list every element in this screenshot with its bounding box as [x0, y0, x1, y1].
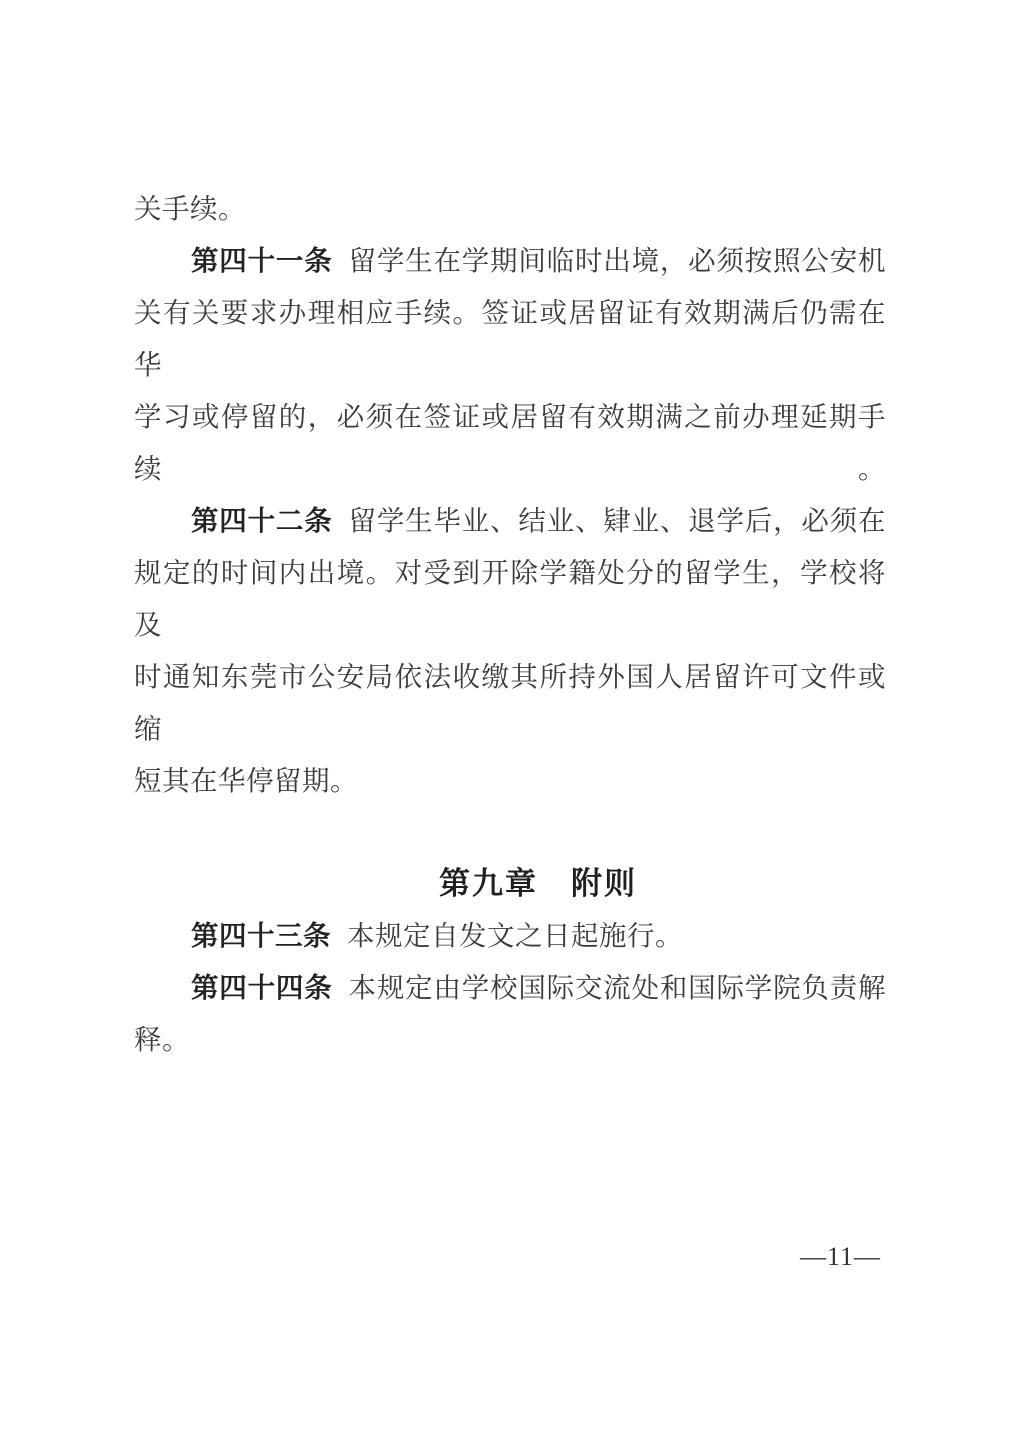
article-43-number: 第四十三条 — [191, 920, 331, 951]
article-42-opening-line — [134, 495, 886, 547]
article-42-number: 第四十二条 — [191, 505, 333, 536]
chapter-9-heading: 第九章 附则 — [439, 866, 637, 901]
page-number: —11— — [800, 1242, 882, 1271]
article-41-number: 第四十一条 — [191, 245, 333, 276]
article-42-text: 留学生毕业、结业、肄业、退学后，必须在 — [348, 505, 887, 536]
article-43-text: 本规定自发文之日起施行。 — [347, 920, 683, 951]
article-44-last-line: 释。 — [134, 1024, 190, 1055]
article-41-line-2: 关有关要求办理相应手续。签证或居留证有效期满后仍需在华 — [134, 297, 886, 380]
article-44-number: 第四十四条 — [191, 972, 333, 1003]
article-41-line-3: 学习或停留的，必须在签证或居留有效期满之前办理延期手续。 — [134, 401, 886, 484]
document-body — [134, 183, 886, 1066]
article-41-opening-line — [134, 235, 886, 287]
article-43-line — [134, 910, 886, 962]
paragraph-40-continuation-line: 关手续。 — [134, 193, 246, 224]
article-41-text: 留学生在学期间临时出境，必须按照公安机 — [348, 245, 887, 276]
article-42-line-2: 规定的时间内出境。对受到开除学籍处分的留学生，学校将及 — [134, 557, 886, 640]
article-44-opening-line — [134, 962, 886, 1014]
article-44-text: 本规定由学校国际交流处和国际学院负责解 — [348, 972, 887, 1003]
article-42-last-line: 短其在华停留期。 — [134, 765, 358, 796]
article-42-line-3: 时通知东莞市公安局依法收缴其所持外国人居留许可文件或缩 — [134, 661, 886, 744]
